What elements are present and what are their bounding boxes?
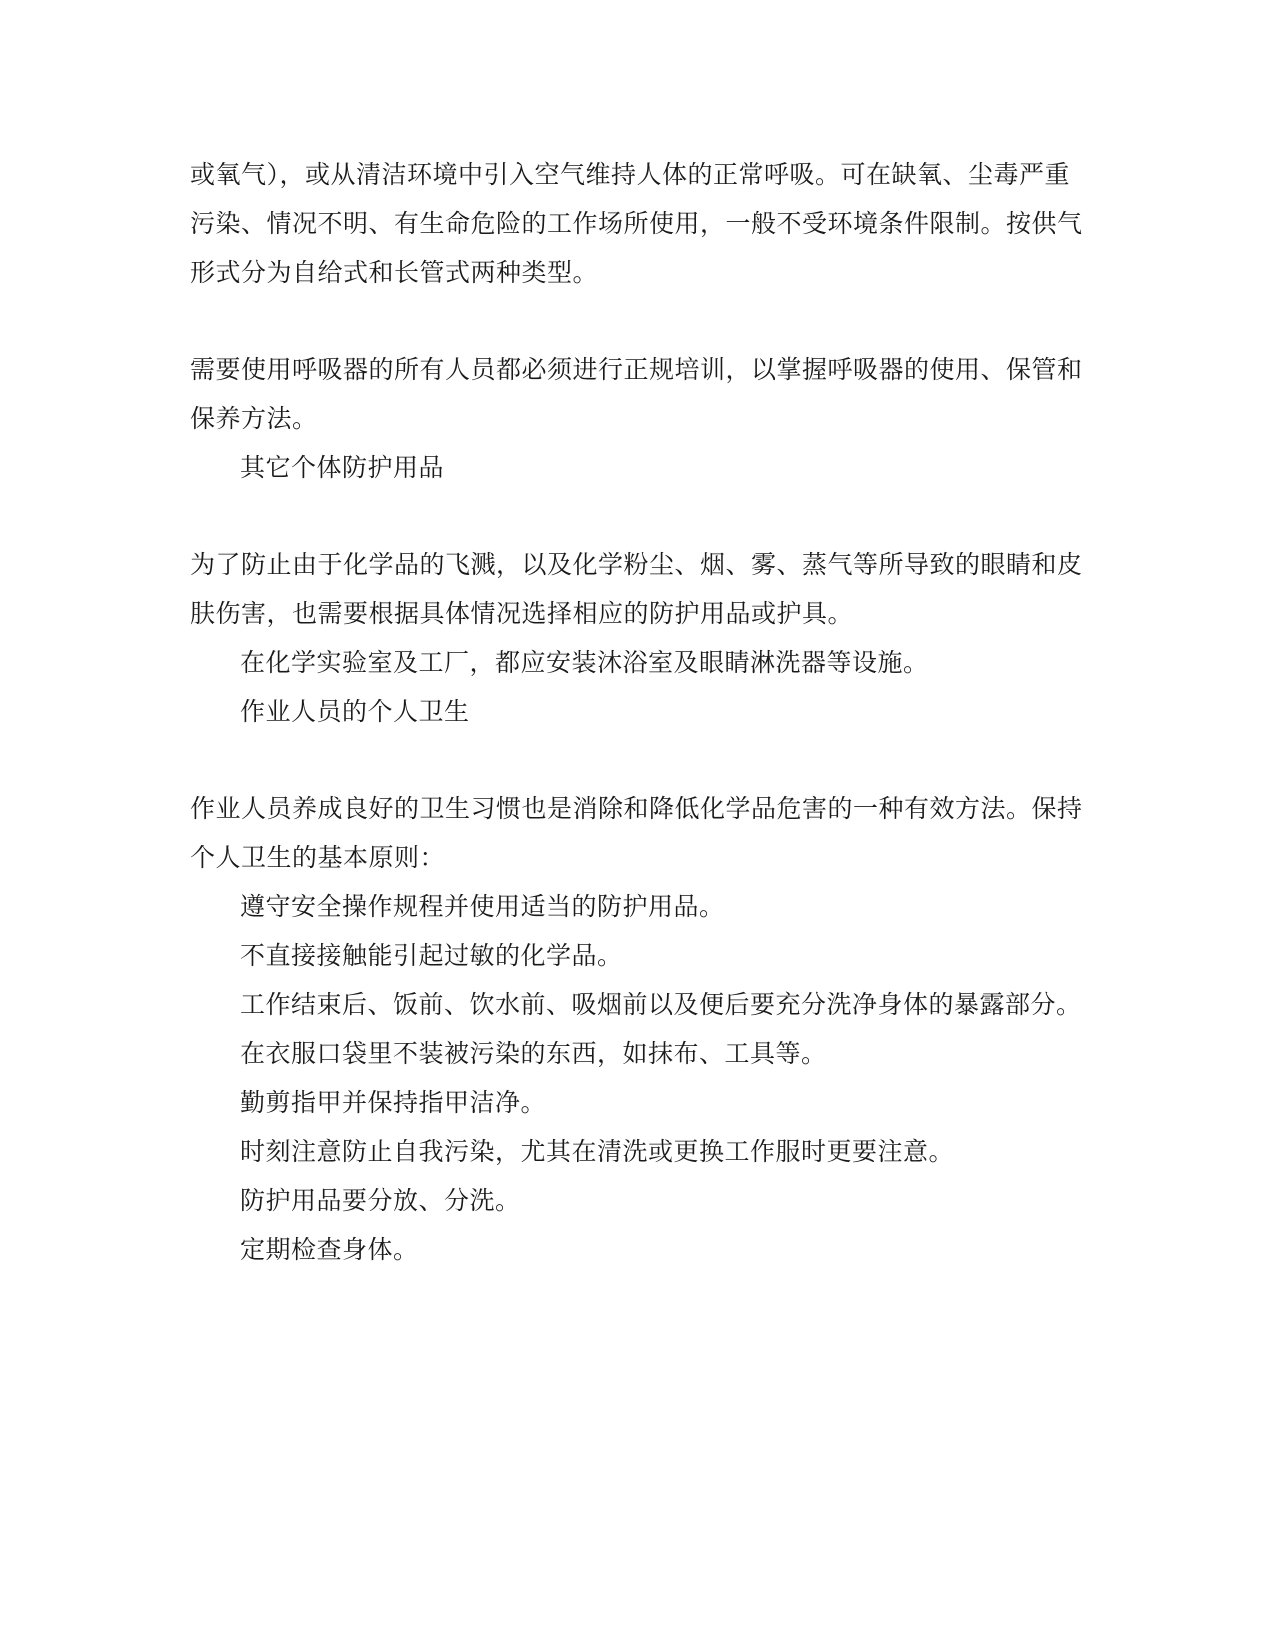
- paragraph-gap: [190, 492, 1070, 540]
- paragraph-gap: [190, 736, 1070, 784]
- document-body: [190, 150, 1083, 1274]
- text-line: 肤伤害，也需要根据具体情况选择相应的防护用品或护具。: [190, 599, 854, 628]
- text-line: 需要使用呼吸器的所有人员都必须进行正规培训，以掌握呼吸器的使用、保管和: [190, 355, 1083, 384]
- paragraph-facilities: 在化学实验室及工厂，都应安装沐浴室及眼睛淋洗器等设施。: [240, 648, 929, 677]
- list-item: 勤剪指甲并保持指甲洁净。: [240, 1088, 547, 1117]
- paragraph-respirator-training: [190, 345, 1083, 443]
- list-item: 工作结束后、饭前、饮水前、吸烟前以及便后要充分洗净身体的暴露部分。: [240, 990, 1082, 1019]
- section-heading-other-ppe: 其它个体防护用品: [240, 453, 445, 482]
- paragraph-splash-protection: [190, 540, 1083, 638]
- list-item: 遵守安全操作规程并使用适当的防护用品。: [240, 892, 725, 921]
- hygiene-principles-list: [190, 882, 1082, 1274]
- paragraph-respirator-description: [190, 150, 1083, 297]
- text-line: 作业人员养成良好的卫生习惯也是消除和降低化学品危害的一种有效方法。保持: [190, 794, 1083, 823]
- list-item: 在衣服口袋里不装被污染的东西，如抹布、工具等。: [240, 1039, 827, 1068]
- text-line: 污染、情况不明、有生命危险的工作场所使用，一般不受环境条件限制。按供气: [190, 209, 1083, 238]
- text-line: 个人卫生的基本原则：: [190, 843, 446, 872]
- list-item: 不直接接触能引起过敏的化学品。: [240, 941, 623, 970]
- text-line: 或氧气），或从清洁环境中引入空气维持人体的正常呼吸。可在缺氧、尘毒严重: [190, 160, 1071, 189]
- text-line: 为了防止由于化学品的飞溅，以及化学粉尘、烟、雾、蒸气等所导致的眼睛和皮: [190, 550, 1083, 579]
- paragraph-hygiene-intro: [190, 784, 1083, 882]
- list-item: 防护用品要分放、分洗。: [240, 1186, 521, 1215]
- text-line: 保养方法。: [190, 404, 318, 433]
- list-item: 时刻注意防止自我污染，尤其在清洗或更换工作服时更要注意。: [240, 1137, 955, 1166]
- text-line: 形式分为自给式和长管式两种类型。: [190, 258, 599, 287]
- paragraph-gap: [190, 297, 1070, 345]
- section-heading-personal-hygiene: 作业人员的个人卫生: [240, 697, 470, 726]
- list-item: 定期检查身体。: [240, 1235, 419, 1264]
